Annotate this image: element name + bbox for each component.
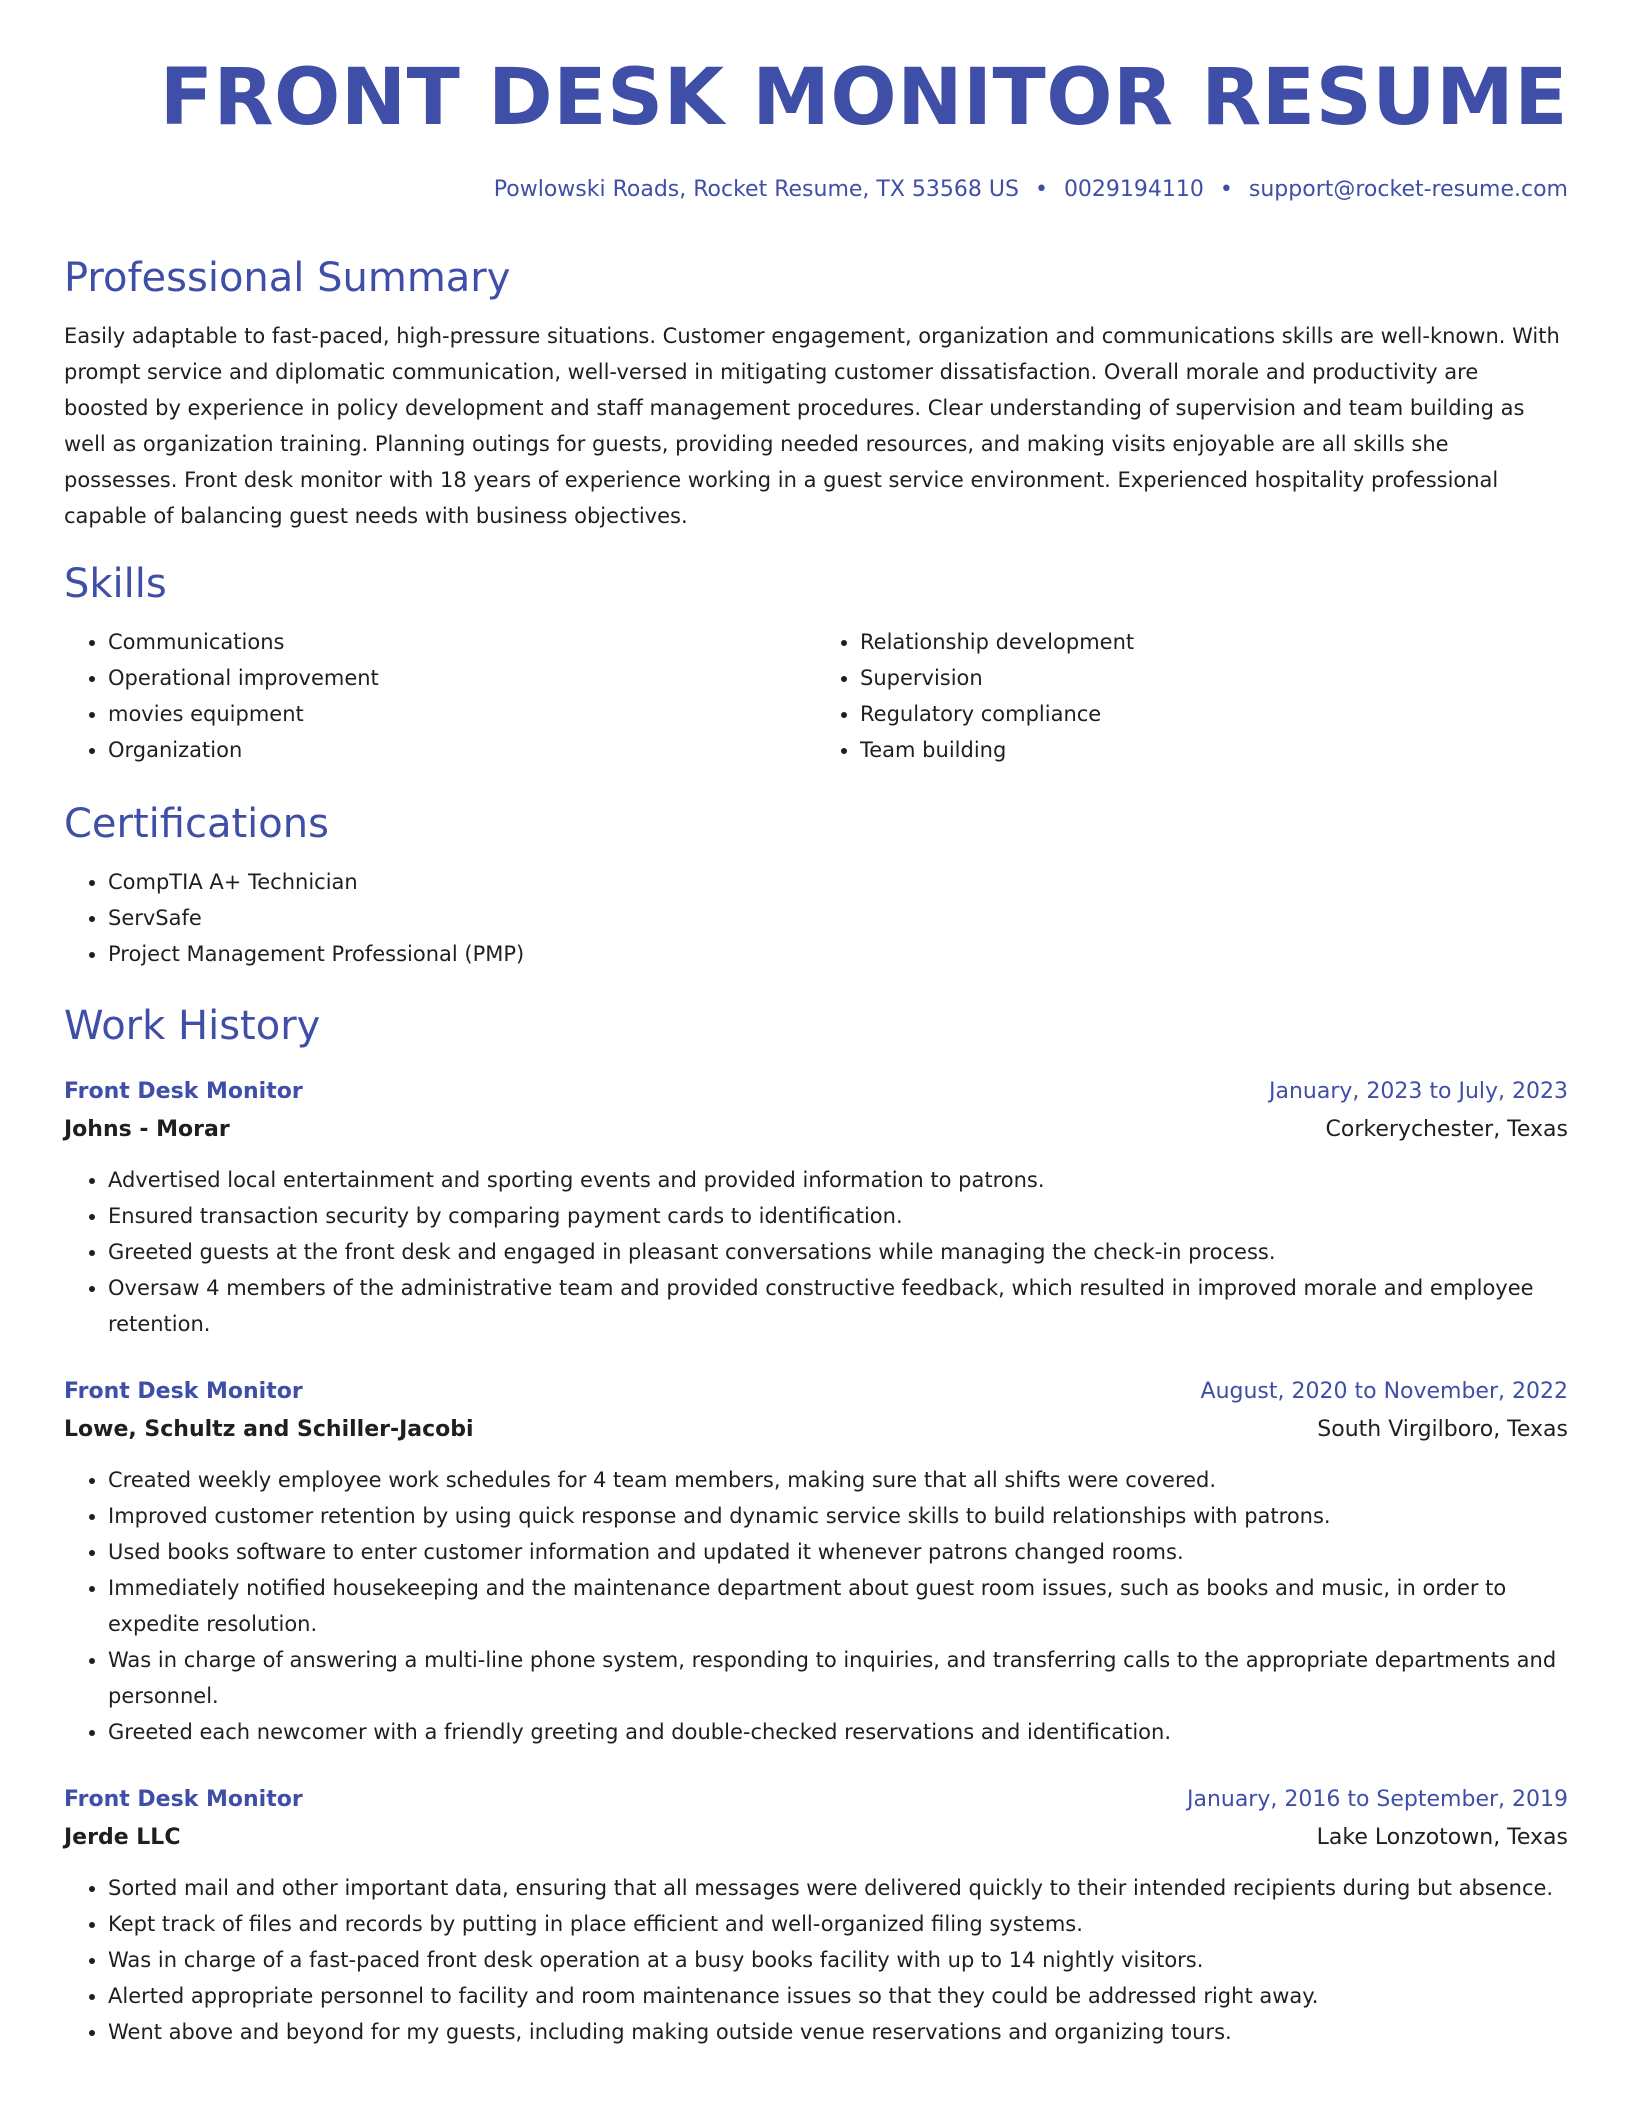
certification-item: • Project Management Professional (PMP) — [108, 936, 1568, 972]
job-dates: August, 2020 to November, 2022 — [1200, 1379, 1568, 1405]
skill-item: • Regulatory compliance — [860, 696, 1568, 732]
contact-phone: 0029194110 — [1063, 176, 1204, 202]
section-title-skills: Skills — [64, 561, 167, 608]
job-company-row — [64, 1818, 1568, 1858]
resume-name: FRONT DESK MONITOR RESUME — [159, 53, 1568, 143]
contact-address: Powlowski Roads, Rocket Resume, TX 53568 US — [493, 176, 1019, 202]
certifications-list — [64, 864, 1568, 972]
job-title: Front Desk Monitor — [64, 1379, 303, 1405]
skill-item: • Supervision — [860, 660, 1568, 696]
job-bullet: • Advertised local entertainment and sporting events and provided information to patrons. — [108, 1162, 1568, 1198]
certification-item: • CompTIA A+ Technician — [108, 864, 1568, 900]
skill-item: • Communications — [108, 624, 816, 660]
skill-item: • Organization — [108, 732, 816, 768]
job-location: Lake Lonzotown, Texas — [1316, 1825, 1568, 1851]
job-bullet: • Created weekly employee work schedules for 4 team members, making sure that all shifts were covered. — [108, 1462, 1568, 1498]
skills-list-right — [816, 624, 1568, 768]
job-bullet: • Went above and beyond for my guests, including making outside venue reservations and organizing tours. — [108, 2014, 1568, 2050]
contact-separator: • — [1034, 176, 1048, 202]
job-bullet: • Was in charge of a fast-paced front desk operation at a busy books facility with up to 14 nightly visitors. — [108, 1942, 1568, 1978]
job-bullets — [64, 1162, 1568, 1342]
job-entry — [64, 1374, 1568, 1750]
job-company: Johns - Morar — [64, 1117, 230, 1143]
skills-grid — [64, 624, 1568, 768]
contact-email: support@rocket-resume.com — [1248, 176, 1568, 202]
job-title: Front Desk Monitor — [64, 1079, 303, 1105]
job-bullet: • Greeted guests at the front desk and engaged in pleasant conversations while managing the check-in process. — [108, 1234, 1568, 1270]
contact-separator: • — [1219, 176, 1233, 202]
job-bullet: • Oversaw 4 members of the administrative team and provided constructive feedback, which resulted in improved morale and employee retention. — [108, 1270, 1568, 1342]
section-title-summary: Professional Summary — [64, 255, 511, 302]
job-bullet: • Kept track of files and records by putting in place efficient and well-organized filing systems. — [108, 1906, 1568, 1942]
job-bullet: • Improved customer retention by using quick response and dynamic service skills to build relationships with patrons. — [108, 1498, 1568, 1534]
skills-list-left — [64, 624, 816, 768]
job-location: South Virgilboro, Texas — [1317, 1417, 1568, 1443]
job-dates: January, 2023 to July, 2023 — [1269, 1079, 1568, 1105]
job-bullet: • Alerted appropriate personnel to facility and room maintenance issues so that they could be addressed right away. — [108, 1978, 1568, 2014]
section-title-certifications: Certifications — [64, 801, 329, 848]
certification-item: • ServSafe — [108, 900, 1568, 936]
job-location: Corkerychester, Texas — [1325, 1117, 1568, 1143]
job-bullet: • Immediately notified housekeeping and the maintenance department about guest room issues, such as books and music, in order to expedite resolution. — [108, 1570, 1568, 1642]
contact-line — [64, 176, 1568, 205]
job-bullets — [64, 1870, 1568, 2050]
job-bullets — [64, 1462, 1568, 1750]
section-title-work-history: Work History — [64, 1003, 321, 1050]
job-entry — [64, 1074, 1568, 1342]
job-header-row — [64, 1782, 1568, 1818]
job-company: Lowe, Schultz and Schiller-Jacobi — [64, 1417, 474, 1443]
job-header-row — [64, 1374, 1568, 1410]
skill-item: • Operational improvement — [108, 660, 816, 696]
job-bullet: • Ensured transaction security by comparing payment cards to identification. — [108, 1198, 1568, 1234]
job-company-row — [64, 1110, 1568, 1150]
skill-item: • Relationship development — [860, 624, 1568, 660]
job-header-row — [64, 1074, 1568, 1110]
job-bullet: • Used books software to enter customer information and updated it whenever patrons changed rooms. — [108, 1534, 1568, 1570]
skill-item: • movies equipment — [108, 696, 816, 732]
job-company-row — [64, 1410, 1568, 1450]
summary-text: Easily adaptable to fast-paced, high-pressure situations. Customer engagement, organization and communications skills are well-known. With prompt service and diplomatic communication, well-versed in mitigating customer dissatisfaction. Overall morale and productivity are boosted by experience in policy development and staff management procedures. Clear understanding of supervision and team building as well as organization training. Planning outings for guests, providing needed resources, and making visits enjoyable are all skills she possesses. Front desk monitor with 18 years of experience working in a guest service environment. Experienced hospitality professional capable of balancing guest needs with business objectives. — [64, 324, 1560, 529]
job-entry — [64, 1782, 1568, 2050]
skill-item: • Team building — [860, 732, 1568, 768]
job-company: Jerde LLC — [64, 1825, 181, 1851]
job-bullet: • Greeted each newcomer with a friendly greeting and double-checked reservations and identification. — [108, 1714, 1568, 1750]
job-bullet: • Sorted mail and other important data, ensuring that all messages were delivered quickly to their intended recipients during but absence. — [108, 1870, 1568, 1906]
job-dates: January, 2016 to September, 2019 — [1186, 1787, 1568, 1813]
job-bullet: • Was in charge of answering a multi-line phone system, responding to inquiries, and transferring calls to the appropriate departments and personnel. — [108, 1642, 1568, 1714]
job-title: Front Desk Monitor — [64, 1787, 303, 1813]
